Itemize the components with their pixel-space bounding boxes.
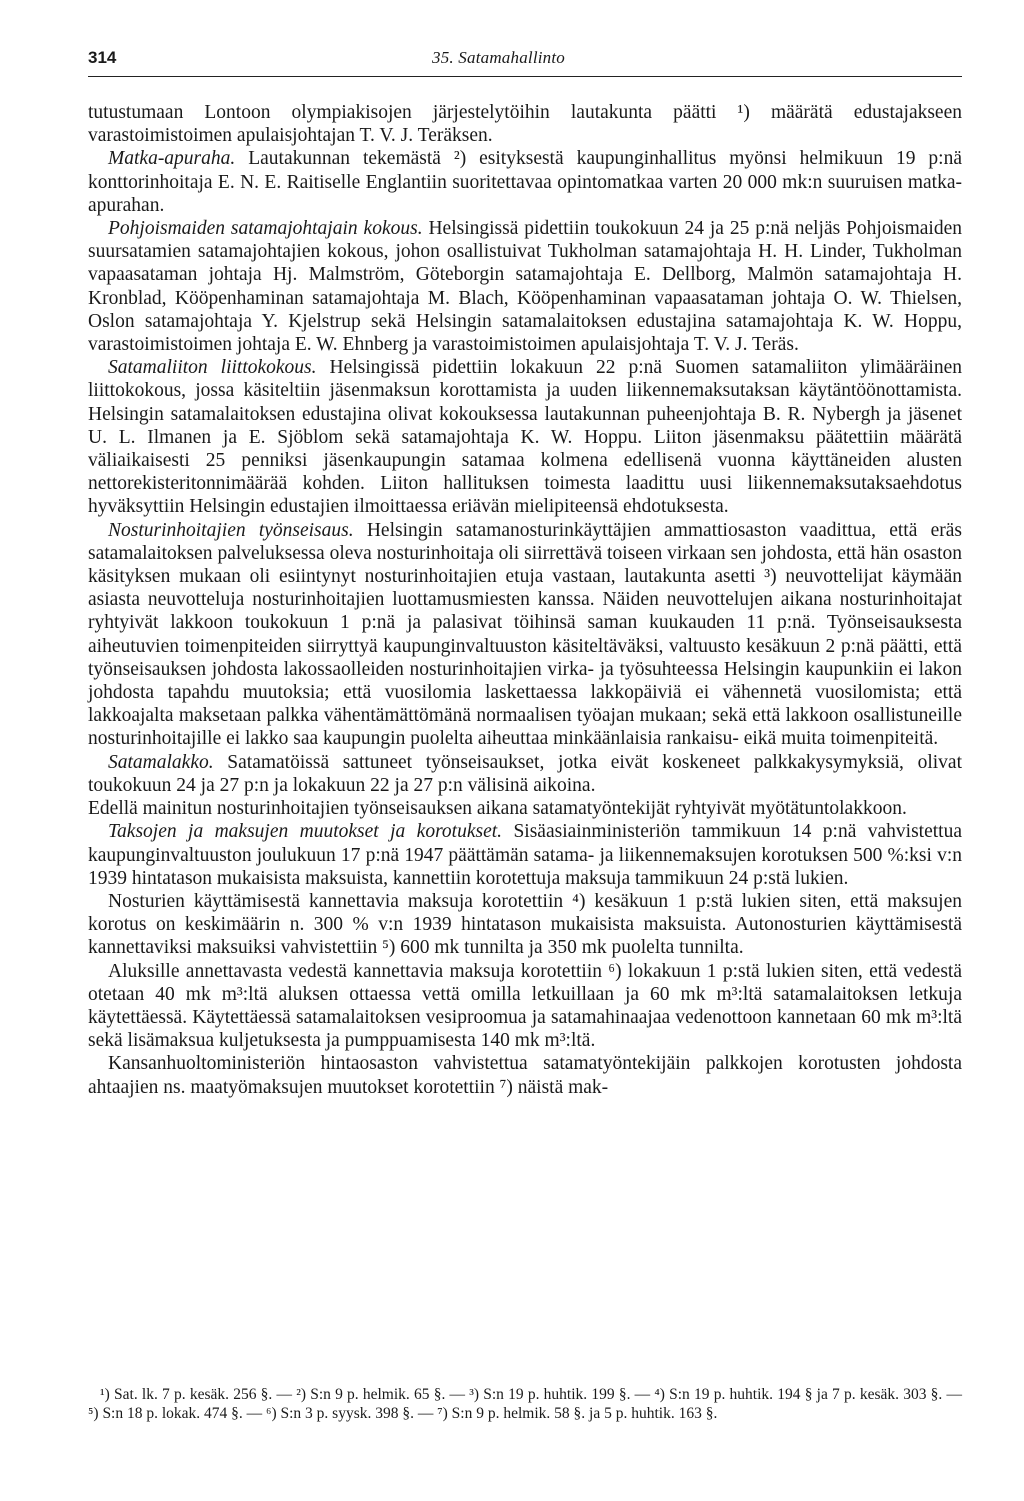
paragraph-heading: Satamaliiton liittokokous.: [108, 357, 317, 379]
paragraph: [88, 797, 962, 820]
paragraph-text: Kansanhuoltoministeriön hintaosaston vahvistettua satamatyöntekijäin palkkojen korotusten johdosta ahtaajien ns. maatyömaksujen muutokset korotettiin ⁷) näistä mak-: [88, 1053, 962, 1098]
paragraph: [88, 519, 962, 751]
footnotes: ¹) Sat. lk. 7 p. kesäk. 256 §. — ²) S:n 9 p. helmik. 65 §. — ³) S:n 19 p. huhtik. 199 §. — ⁴) S:n 19 p. huhtik. 194 § ja 7 p. kesäk. 303 §. — ⁵) S:n 18 p. lokak. 474 §. — ⁶) S:n 3 p. syysk. 398 §. — ⁷) S:n 9 p. helmik. 58 §. ja 5 p. huhtik. 163 §.: [88, 1386, 962, 1422]
paragraph: [88, 960, 962, 1053]
paragraph: [88, 751, 962, 797]
body-text: [88, 101, 962, 1099]
paragraph: [88, 147, 962, 217]
paragraph-text: Helsingissä pidettiin lokakuun 22 p:nä Suomen satamaliiton ylimääräinen liittokokous, jossa käsiteltiin jäsenmaksun korottamista ja uuden liikennemaksutaksan käytäntöönottamista. Helsingin satamalaitoksen edustajina olivat kokouksessa lautakunnan puheenjohtaja B. R. Nybergh ja jäsenet U. L. Ilmanen ja E. Sjöblom sekä satamajohtaja K. W. Hoppu. Liiton jäsenmaksu päätettiin määrätä väliaikaisesti 25 penniksi jäsenkaupungin satamaa kolmena edellisenä vuonna käyttäneiden alusten nettorekisteritonnimäärää kohden. Liiton hallituksen toimesta laadittu uusi liikennemaksutaksaehdotus hyväksyttiin Helsingin edustajien ilmoittaessa eriävän mielipiteensä ehdotuksesta.: [88, 357, 962, 518]
paragraph: [88, 356, 962, 518]
paragraph-text: Edellä mainitun nosturinhoitajien työnseisauksen aikana satamatyöntekijät ryhtyivät myötätuntolakkoon.: [88, 798, 907, 820]
paragraph-heading: Satamalakko.: [108, 751, 214, 773]
paragraph-heading: Matka-apuraha.: [108, 148, 236, 170]
paragraph-text: Helsingin satamanosturinkäyttäjien ammattiosaston vaadittua, että eräs satamalaitoksen palveluksessa oleva nosturinhoitaja oli siirrettävä toiseen virkaan sen johdosta, että hän osaston käsityksen mukaan oli esiintynyt nosturinhoitajien etuja vastaan, lautakunta asetti ³) neuvottelijat käymään asiasta neuvotteluja nosturinhoitajien luottamusmiesten kanssa. Näiden neuvottelujen aikana nosturinhoitajat ryhtyivät lakkoon toukokuun 1 p:nä ja palasivat töihinsä saman kuukauden 11 p:nä. Työnseisauksesta aiheutuvien toimenpiteiden siirryttyä kaupunginvaltuuston käsiteltäväksi, valtuusto kesäkuun 2 p:nä päätti, että työnseisauksen johdosta lakossaolleiden nosturinhoitajien virka- ja työsuhteessa Helsingin kaupunkiin ei lakon johdosta tapahdu muutoksia; että vuosilomia laskettaessa lakkopäiviä ei vähennetä vuosilomista; että lakkoajalta maksetaan palkka vähentämättömänä normaalisen työajan mukaan; sekä että lakkoon osallistuneille nosturinhoitajille ei lakko saa kaupungin puolelta aiheuttaa minkäänlaisia rankaisu- eikä muita toimenpiteitä.: [88, 519, 962, 750]
paragraph: [88, 1052, 962, 1098]
page-number: 314: [88, 48, 117, 67]
paragraph-text: Satamatöissä sattuneet työnseisaukset, jotka eivät koskeneet palkkakysymyksiä, olivat toukokuun 24 ja 27 p:n ja lokakuun 22 ja 27 p:n välisinä aikoina.: [88, 751, 962, 796]
running-header: [88, 48, 962, 77]
paragraph-text: Helsingissä pidettiin toukokuun 24 ja 25 p:nä neljäs Pohjoismaiden suursatamien satamajohtajien kokous, johon osallistuivat Tukholman satamajohtaja H. H. Linder, Tukholman vapaasataman johtaja Hj. Malmström, Göteborgin satamajohtaja E. Dellborg, Malmön satamajohtaja H. Kronblad, Kööpenhaminan satamajohtaja M. Blach, Kööpenhaminan vapaasataman johtaja O. W. Thielsen, Oslon satamajohtaja Y. Kjelstrup sekä Helsingin satamalaitoksen edustajina satamajohtaja K. W. Hoppu, varastoimistoimen johtaja E. W. Ehnberg ja varastoimistoimen apulaisjohtaja T. V. J. Teräs.: [88, 218, 962, 356]
paragraph: [88, 890, 962, 960]
paragraph: [88, 820, 962, 890]
paragraph-text: tutustumaan Lontoon olympiakisojen järjestelytöihin lautakunta päätti ¹) määrätä edustajakseen varastoimistoimen apulaisjohtajan T. V. J. Teräksen.: [88, 102, 962, 147]
paragraph-text: Nosturien käyttämisestä kannettavia maksuja korotettiin ⁴) kesäkuun 1 p:stä lukien siten, että maksujen korotus on keskimäärin n. 300 % v:n 1939 hintatason mukaisista maksuista. Autonosturien käyttämisestä kannettaviksi maksuiksi vahvistettiin ⁵) 600 mk tunnilta ja 350 mk puolelta tunnilta.: [88, 890, 962, 959]
paragraph-heading: Nosturinhoitajien työnseisaus.: [108, 519, 354, 541]
paragraph-text: Sisäasiainministeriön tammikuun 14 p:nä vahvistettua kaupunginvaltuuston joulukuun 17 p:nä 1947 päättämän satama- ja liikennemaksujen korotuksen 500 %:ksi v:n 1939 hintatason mukaisista maksuista, kannettiin korotettuja maksuja tammikuun 24 p:stä lukien.: [88, 821, 962, 889]
paragraph-text: Lautakunnan tekemästä ²) esityksestä kaupunginhallitus myönsi helmikuun 19 p:nä konttorinhoitaja E. N. E. Raitiselle Englantiin suoritettavaa opintomatkaa varten 20 000 mk:n suuruisen matka-apurahan.: [88, 148, 962, 216]
paragraph-heading: Taksojen ja maksujen muutokset ja korotukset.: [108, 821, 503, 843]
paragraph: [88, 101, 962, 147]
paragraph-text: Aluksille annettavasta vedestä kannettavia maksuja korotettiin ⁶) lokakuun 1 p:stä lukien siten, että vedestä otetaan 40 mk m³:ltä aluksen ottaessa vettä omilla letkuillaan ja 60 mk m³:ltä satamalaitoksen letkuja käytettäessä. Käytettäessä satamalaitoksen vesiproomua ja satamahinaajaa vedenottoon kannetaan 60 mk m³:ltä sekä lisämaksua kuljetuksesta ja pumppuamisesta 140 mk m³:ltä.: [88, 960, 962, 1052]
chapter-title: 35. Satamahallinto: [432, 48, 565, 67]
document-page: [88, 48, 962, 1422]
paragraph-heading: Pohjoismaiden satamajohtajain kokous.: [108, 218, 423, 240]
paragraph: [88, 217, 962, 356]
